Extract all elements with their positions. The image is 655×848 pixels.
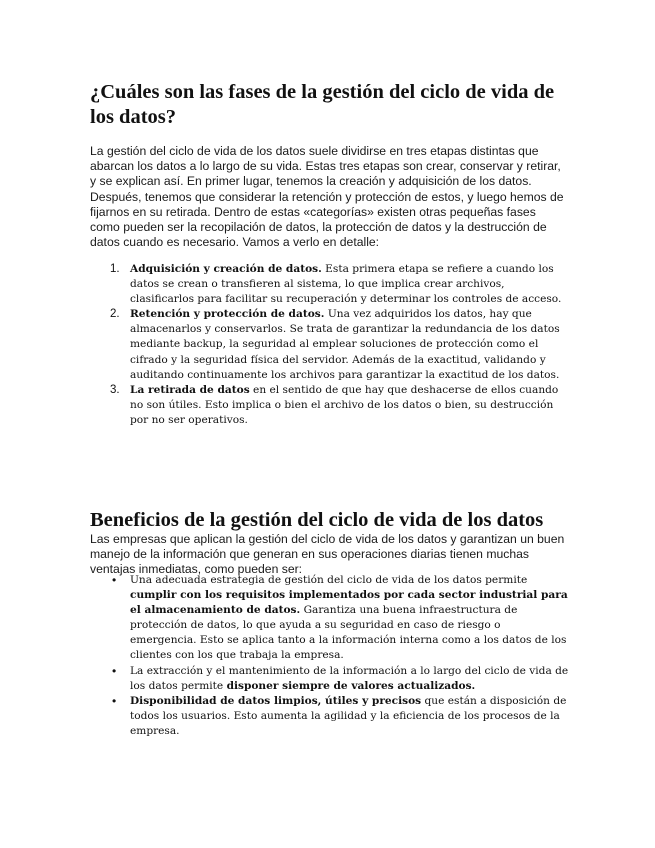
list-item <box>110 383 570 428</box>
benefit-highlight: Disponibilidad de datos limpios, útiles y precisos <box>130 694 422 707</box>
list-number: 3. <box>110 383 120 396</box>
section2-heading: Beneficios de la gestión del ciclo de vida de los datos <box>90 509 544 531</box>
phase-title: Adquisición y creación de datos. <box>130 263 322 275</box>
phases-list <box>110 262 570 428</box>
bullet-icon: • <box>112 693 117 708</box>
phase-title: La retirada de datos <box>130 383 250 396</box>
list-item <box>112 663 570 694</box>
list-number: 1. <box>110 263 120 275</box>
bullet-icon: • <box>112 663 117 678</box>
phase-title: Retención y protección de datos. <box>130 308 325 321</box>
benefit-text: La extracción y el mantenimiento de la información a lo largo del ciclo de vida de los datos permite <box>130 664 569 692</box>
phase-text: Una vez adquiridos los datos, hay que almacenarlos y conservarlos. Se trata de garantizar la redundancia de los datos mediante backup, la seguridad al emplear soluciones de protección como el cifrado y la seguridad física del servidor. Además de la exactitud, validando y auditando continuamente los archivos para garantizar la exactitud de los datos. <box>130 308 560 381</box>
benefits-list <box>112 573 570 739</box>
list-item <box>112 573 570 664</box>
benefit-text: Garantiza una buena infraestructura de protección de datos, lo que ayuda a su seguridad en caso de riesgo o emergencia. Esto se aplica tanto a la información interna como a los datos de los clientes con los que trabaja la empresa. <box>130 604 567 662</box>
section1-intro: La gestión del ciclo de vida de los datos suele dividirse en tres etapas distintas que abarcan los datos a lo largo de su vida. Estas tres etapas son crear, conservar y retirar, y se explican así. En primer lugar, tenemos la creación y adquisición de los datos. Después, tenemos que considerar la retención y protección de estos, y luego hemos de fijarnos en su retirada. Dentro de estas «categorías» existen otras pequeñas fases como pueden ser la recopilación de datos, la protección de datos y la destrucción de datos cuando es necesario. Vamos a verlo en detalle: <box>90 144 564 250</box>
benefit-text: Una adecuada estrategia de gestión del ciclo de vida de los datos permite <box>130 574 528 586</box>
list-item <box>110 262 570 307</box>
list-item <box>112 693 570 739</box>
phase-text: en el sentido de que hay que deshacerse de ellos cuando no son útiles. Esto implica o bien el archivo de los datos o bien, su destrucción por no ser operativos. <box>130 383 559 426</box>
benefit-highlight: cumplir con los requisitos implementados por cada sector industrial para el almacenamiento de datos. <box>130 589 568 617</box>
list-number: 2. <box>110 308 120 321</box>
section2-intro: Las empresas que aplican la gestión del ciclo de vida de los datos y garantizan un buen manejo de la información que generan en sus operaciones diarias tienen muchas ventajas inmediatas, como pueden ser: <box>90 532 565 577</box>
bullet-icon: • <box>112 573 117 587</box>
section1-heading: ¿Cuáles son las fases de la gestión del ciclo de vida de los datos? <box>90 81 555 128</box>
list-item <box>110 307 570 382</box>
benefit-text: que están a disposición de todos los usuarios. Esto aumenta la agilidad y la eficiencia de los procesos de la empresa. <box>130 694 567 737</box>
benefit-highlight: disponer siempre de valores actualizados. <box>226 679 476 692</box>
phase-text: Esta primera etapa se refiere a cuando los datos se crean o transfieren al sistema, lo que implica crear archivos, clasificarlos para facilitar su recuperación y determinar los controles de acceso. <box>130 263 562 306</box>
